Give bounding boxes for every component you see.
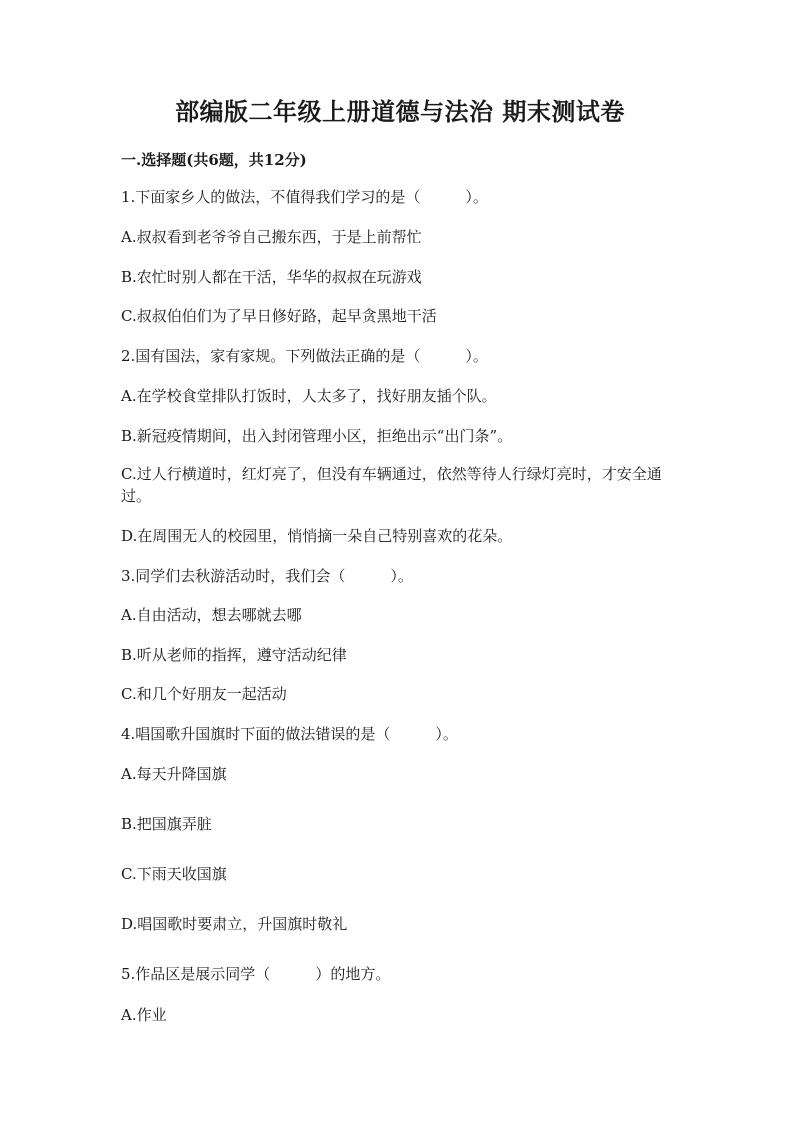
question-1-option-b: B.农忙时别人都在干活，华华的叔叔在玩游戏 xyxy=(121,268,422,286)
question-2-option-d: D.在周围无人的校园里，悄悄摘一朵自己特别喜欢的花朵。 xyxy=(121,527,513,545)
question-4-option-a: A.每天升降国旗 xyxy=(121,765,227,783)
question-1-option-a: A.叔叔看到老爷爷自己搬东西，于是上前帮忙 xyxy=(121,228,422,246)
question-3-option-b: B.听从老师的指挥，遵守活动纪律 xyxy=(121,646,347,664)
question-1-option-c: C.叔叔伯伯们为了早日修好路，起早贪黑地干活 xyxy=(121,307,437,325)
question-2-option-b: B.新冠疫情期间，出入封闭管理小区，拒绝出示“出门条”。 xyxy=(121,427,513,445)
question-4-option-d: D.唱国歌时要肃立，升国旗时敬礼 xyxy=(121,915,348,933)
question-2-option-a: A.在学校食堂排队打饭时，人太多了，找好朋友插个队。 xyxy=(121,387,497,405)
question-3-option-c: C.和几个好朋友一起活动 xyxy=(121,685,287,703)
page-title: 部编版二年级上册道德与法治 期末测试卷 xyxy=(175,97,625,126)
question-4-option-c: C.下雨天收国旗 xyxy=(121,865,227,883)
question-2-option-c: C.过人行横道时，红灯亮了，但没有车辆通过，依然等待人行绿灯亮时，才安全通过。 xyxy=(121,465,662,505)
question-4-option-b: B.把国旗弄脏 xyxy=(121,815,212,833)
question-stem-3: 3.同学们去秋游活动时，我们会（ ）。 xyxy=(121,567,413,585)
question-5-option-a: A.作业 xyxy=(121,1006,167,1024)
question-stem-4: 4.唱国歌升国旗时下面的做法错误的是（ ）。 xyxy=(121,725,458,743)
question-stem-1: 1.下面家乡人的做法，不值得我们学习的是（ ）。 xyxy=(121,188,488,206)
question-3-option-a: A.自由活动，想去哪就去哪 xyxy=(121,606,302,624)
question-stem-5: 5.作品区是展示同学（ ）的地方。 xyxy=(121,965,391,983)
section-heading: 一.选择题(共6题，共12分) xyxy=(121,151,307,169)
question-stem-2: 2.国有国法，家有家规。下列做法正确的是（ ）。 xyxy=(121,347,488,365)
